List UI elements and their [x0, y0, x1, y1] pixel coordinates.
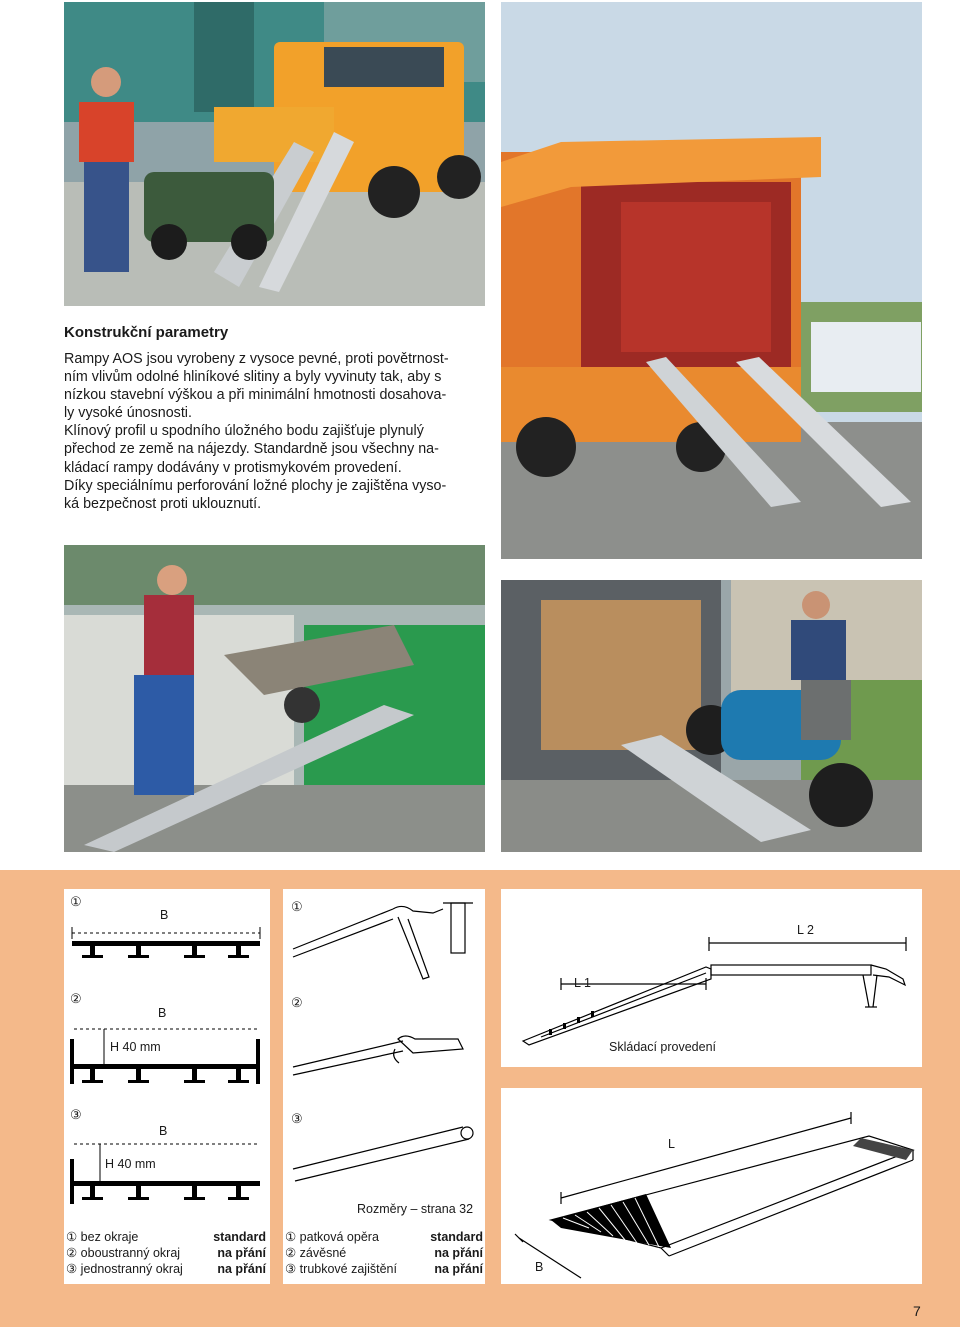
- label-h40-2: H 40 mm: [110, 1040, 161, 1054]
- marker-2: ②: [70, 991, 82, 1006]
- legend-row: [66, 1245, 266, 1261]
- marker-3: ③: [70, 1107, 82, 1122]
- body-line: kládací rampy dodávány v protismykovém provedení.: [64, 459, 402, 476]
- legend-label: ③ jednostranný okraj: [66, 1262, 183, 1276]
- legend-row: [285, 1229, 483, 1245]
- marker-1: ①: [70, 894, 82, 909]
- profile-cross-sections-drawing: [64, 889, 270, 1209]
- body-line: ním vlivům odolné hliníkové slitiny a byly vyvinuty tak, aby s: [64, 369, 442, 386]
- photo-motorcycle-van: [501, 580, 922, 852]
- label-b-3: B: [159, 1124, 168, 1138]
- photo-pickup-mower: [64, 2, 485, 306]
- body-line: nízkou stavební výškou a při minimální hmotnosti dosahova-: [64, 387, 447, 404]
- body-line: Díky speciálnímu perforování ložné plochy je zajištěna vyso-: [64, 477, 447, 494]
- profiles-panel: [64, 889, 270, 1284]
- label-b: B: [535, 1260, 544, 1274]
- legend-value: standard: [213, 1230, 266, 1244]
- marker-2: ②: [291, 995, 303, 1010]
- photo-wheelbarrow: [64, 545, 485, 852]
- body-line: ká bezpečnost proti uklouznutí.: [64, 495, 262, 512]
- straight-ramp-drawing: [501, 1088, 922, 1284]
- label-l: L: [668, 1137, 675, 1151]
- legend-row: [66, 1229, 266, 1245]
- section-heading: Konstrukční parametry: [64, 324, 229, 341]
- folding-ramp-panel: [501, 889, 922, 1067]
- body-line: Klínový profil u spodního úložného bodu zajišťuje plynulý: [64, 423, 424, 440]
- legend-value: standard: [430, 1230, 483, 1244]
- legend-value: na přání: [434, 1262, 483, 1276]
- body-line: ly vysoké únosnosti.: [64, 405, 192, 422]
- legend-label: ② oboustranný okraj: [66, 1246, 181, 1260]
- folding-caption: Skládací provedení: [609, 1040, 717, 1054]
- legend-value: na přání: [217, 1246, 266, 1260]
- end-fittings-panel: [283, 889, 485, 1284]
- label-l2: L 2: [797, 923, 814, 937]
- legend-row: [66, 1261, 266, 1277]
- label-b-2: B: [158, 1006, 167, 1020]
- body-line: přechod ze země na nájezdy. Standardně jsou všechny na-: [64, 441, 439, 458]
- body-text: [64, 350, 489, 513]
- body-line: Rampy AOS jsou vyrobeny z vysoce pevné, proti povětrnost-: [64, 351, 449, 367]
- legend-label: ① bez okraje: [66, 1230, 139, 1244]
- photo-lorry-ramps: [501, 2, 922, 559]
- profiles-legend: [66, 1229, 266, 1277]
- legend-row: [285, 1245, 483, 1261]
- marker-1: ①: [291, 899, 303, 914]
- legend-label: ② závěsné: [285, 1246, 347, 1260]
- legend-label: ③ trubkové zajištění: [285, 1262, 397, 1276]
- legend-label: ① patková opěra: [285, 1230, 379, 1244]
- label-b-1: B: [160, 908, 169, 922]
- label-h40-3: H 40 mm: [105, 1157, 156, 1171]
- end-fittings-legend: [285, 1229, 483, 1277]
- legend-value: na přání: [434, 1246, 483, 1260]
- legend-row: [285, 1261, 483, 1277]
- straight-ramp-panel: [501, 1088, 922, 1284]
- page-number: 7: [913, 1303, 921, 1319]
- dimensions-note: Rozměry – strana 32: [357, 1202, 474, 1216]
- legend-value: na přání: [217, 1262, 266, 1276]
- end-fittings-drawing: [283, 889, 485, 1209]
- label-l1: L 1: [574, 976, 591, 990]
- marker-3: ③: [291, 1111, 303, 1126]
